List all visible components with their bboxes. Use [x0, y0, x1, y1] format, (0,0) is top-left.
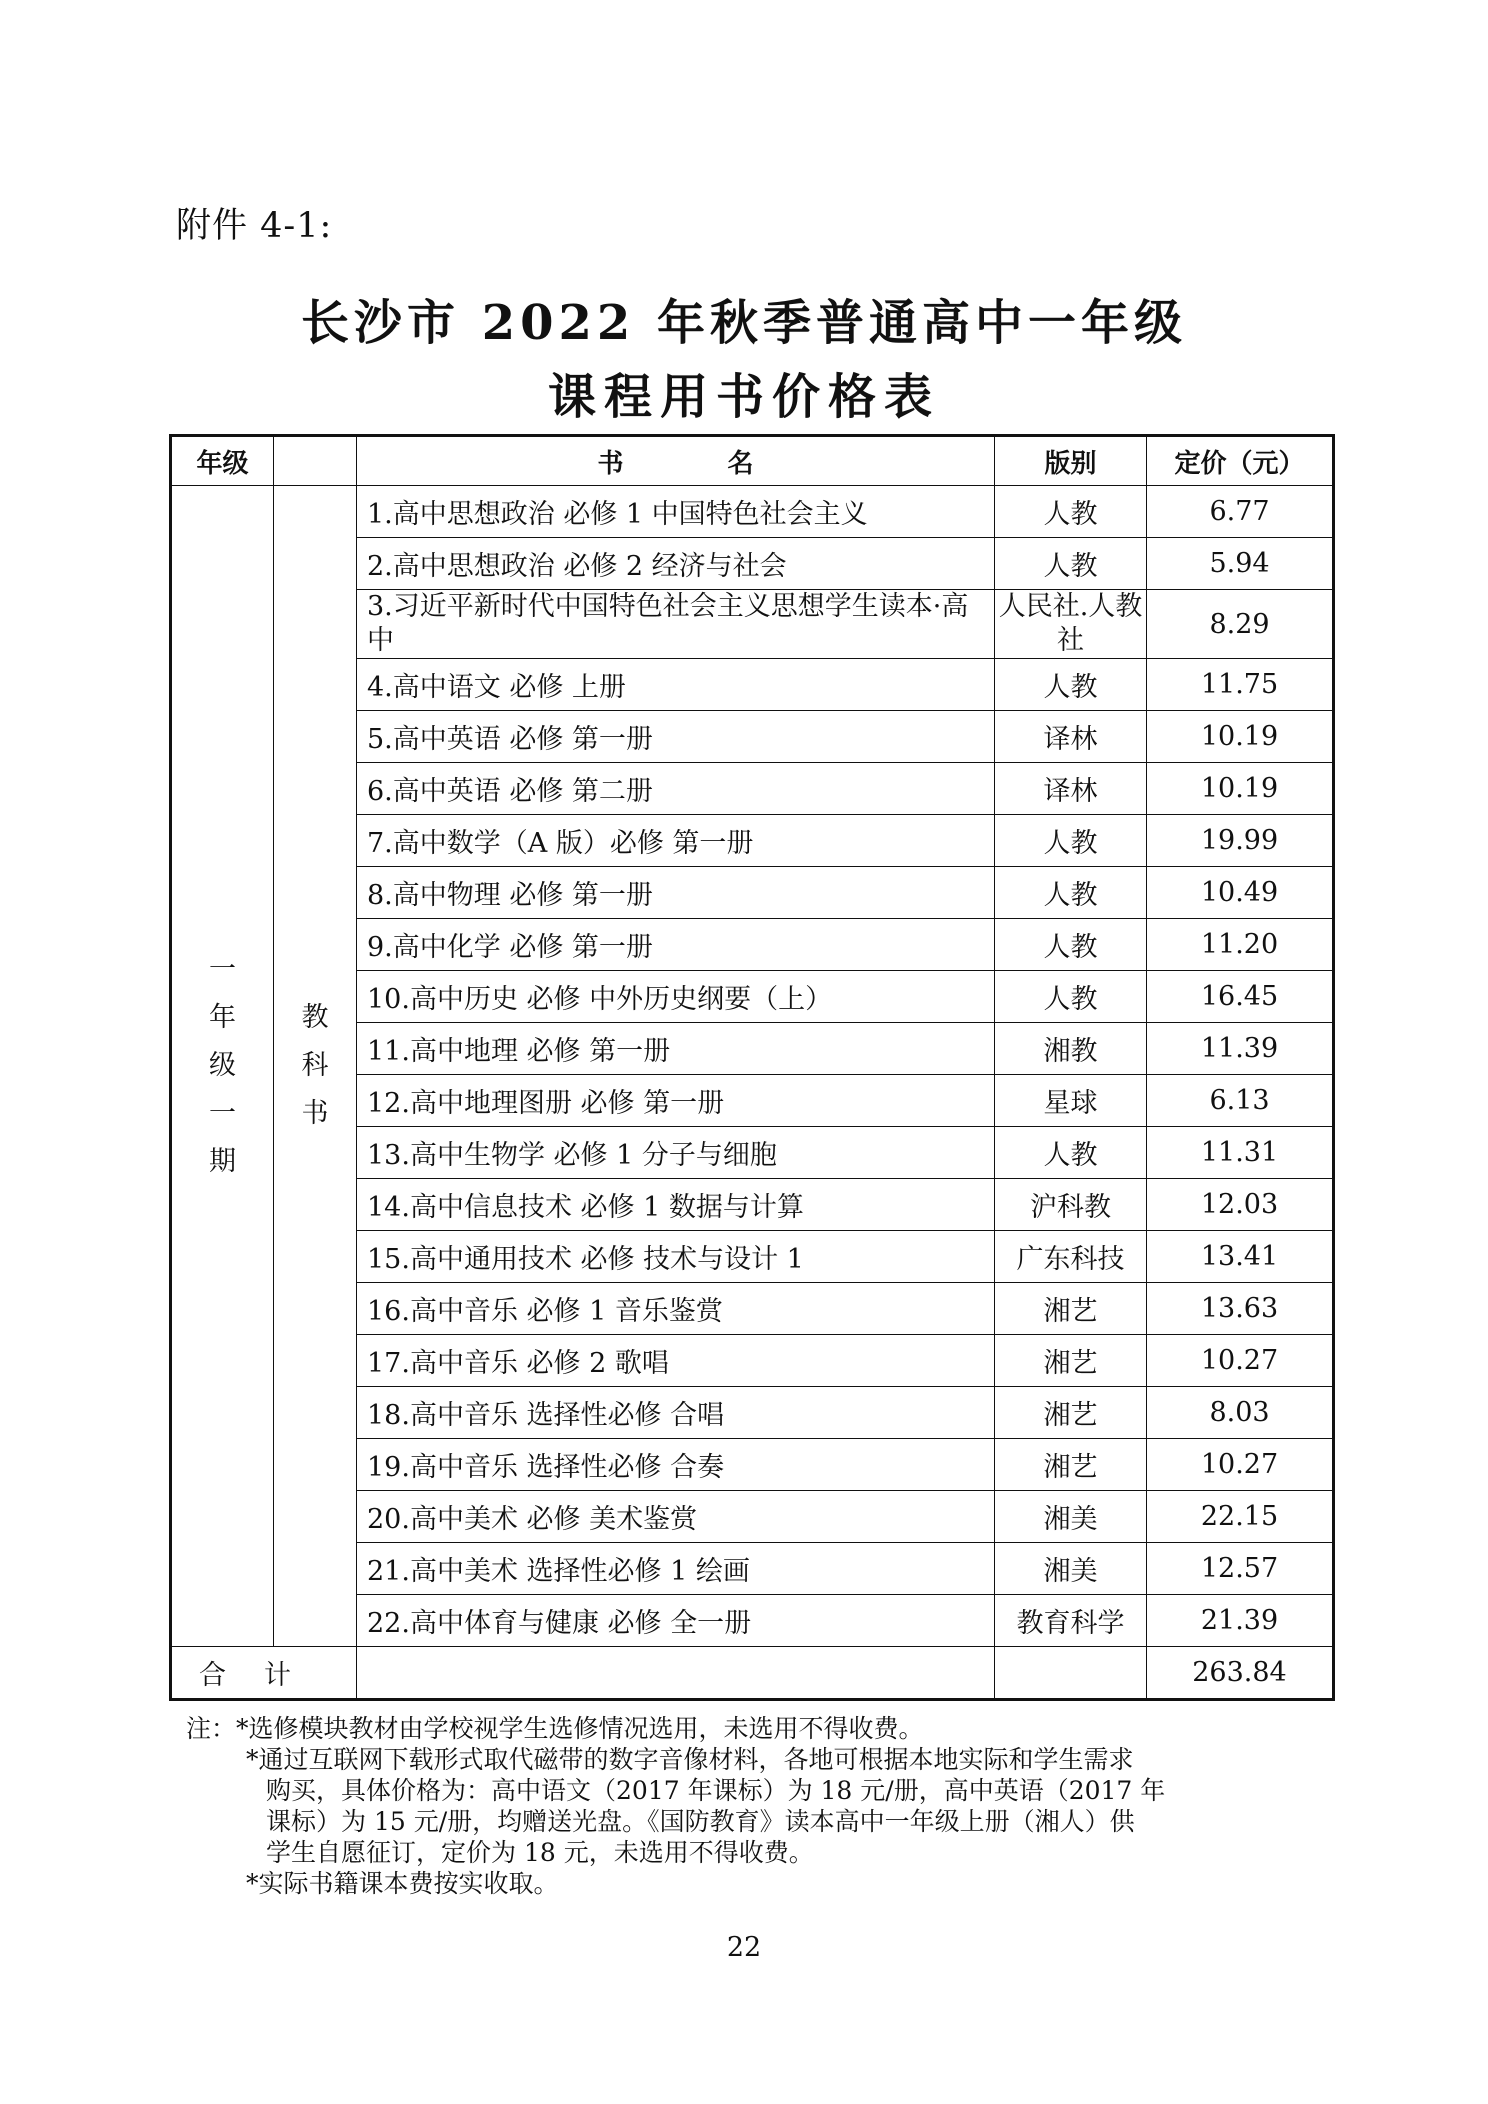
book-name-cell: 1.高中思想政治 必修 1 中国特色社会主义: [357, 486, 995, 538]
note-line: 学生自愿征订，定价为 18 元，未选用不得收费。: [266, 1838, 814, 1867]
book-name-cell: 7.高中数学（A 版）必修 第一册: [357, 815, 995, 867]
price-cell: 5.94: [1147, 538, 1334, 590]
book-name-cell: 15.高中通用技术 必修 技术与设计 1: [357, 1231, 995, 1283]
book-name-cell: 5.高中英语 必修 第一册: [357, 711, 995, 763]
publisher-cell: 沪科教: [995, 1179, 1147, 1231]
price-cell: 13.63: [1147, 1283, 1334, 1335]
book-name-cell: 8.高中物理 必修 第一册: [357, 867, 995, 919]
price-cell: 11.75: [1147, 659, 1334, 711]
book-name-cell: 4.高中语文 必修 上册: [357, 659, 995, 711]
book-name-cell: 11.高中地理 必修 第一册: [357, 1023, 995, 1075]
total-label: 合计: [171, 1647, 357, 1700]
document-title-line-1: 长沙市 2022 年秋季普通高中一年级: [300, 295, 1188, 351]
total-price: 263.84: [1147, 1647, 1334, 1700]
price-cell: 10.27: [1147, 1439, 1334, 1491]
book-name-cell: 18.高中音乐 选择性必修 合唱: [357, 1387, 995, 1439]
note-line: *通过互联网下载形式取代磁带的数字音像材料，各地可根据本地实际和学生需求: [246, 1745, 1134, 1774]
document-title-line-2: 课程用书价格表: [547, 369, 940, 425]
type-char: 书: [301, 1098, 329, 1129]
publisher-cell: 人教: [995, 971, 1147, 1023]
price-cell: 19.99: [1147, 815, 1334, 867]
book-name-cell: 10.高中历史 必修 中外历史纲要（上）: [357, 971, 995, 1023]
publisher-cell: 人民社.人教社: [995, 590, 1147, 659]
total-row: [171, 1647, 1334, 1700]
grade-char: 期: [209, 1146, 236, 1177]
publisher-cell: 人教: [995, 867, 1147, 919]
price-cell: 8.03: [1147, 1387, 1334, 1439]
type-char: 教: [301, 1002, 329, 1033]
grade-cell: [171, 486, 274, 1647]
price-cell: 12.03: [1147, 1179, 1334, 1231]
publisher-cell: 湘美: [995, 1491, 1147, 1543]
book-name-cell: 19.高中音乐 选择性必修 合奏: [357, 1439, 995, 1491]
price-cell: 22.15: [1147, 1491, 1334, 1543]
price-cell: 10.49: [1147, 867, 1334, 919]
price-cell: 11.39: [1147, 1023, 1334, 1075]
price-cell: 11.31: [1147, 1127, 1334, 1179]
publisher-cell: 人教: [995, 659, 1147, 711]
book-name-cell: 20.高中美术 必修 美术鉴赏: [357, 1491, 995, 1543]
book-name-cell: 16.高中音乐 必修 1 音乐鉴赏: [357, 1283, 995, 1335]
book-name-cell: 2.高中思想政治 必修 2 经济与社会: [357, 538, 995, 590]
note-line: 注：*选修模块教材由学校视学生选修情况选用，未选用不得收费。: [186, 1714, 924, 1743]
header-book-name: 书 名: [357, 436, 995, 486]
publisher-cell: 湘艺: [995, 1387, 1147, 1439]
publisher-cell: 星球: [995, 1075, 1147, 1127]
attachment-label: 附件 4-1:: [176, 206, 333, 246]
book-name-cell: 22.高中体育与健康 必修 全一册: [357, 1595, 995, 1647]
grade-char: 一: [209, 954, 236, 985]
publisher-cell: 人教: [995, 1127, 1147, 1179]
book-name-cell: 21.高中美术 选择性必修 1 绘画: [357, 1543, 995, 1595]
header-grade: 年级: [171, 436, 274, 486]
table-row: [171, 486, 1334, 538]
header-publisher: 版别: [995, 436, 1147, 486]
table-header-row: [171, 436, 1334, 486]
price-cell: 12.57: [1147, 1543, 1334, 1595]
grade-char: 级: [209, 1050, 236, 1081]
price-cell: 6.77: [1147, 486, 1334, 538]
book-name-cell: 12.高中地理图册 必修 第一册: [357, 1075, 995, 1127]
publisher-cell: 湘教: [995, 1023, 1147, 1075]
price-cell: 13.41: [1147, 1231, 1334, 1283]
price-cell: 10.19: [1147, 763, 1334, 815]
notes: [186, 1713, 1316, 1899]
total-empty-cell: [357, 1647, 995, 1700]
publisher-cell: 译林: [995, 763, 1147, 815]
publisher-cell: 湘艺: [995, 1335, 1147, 1387]
price-cell: 8.29: [1147, 590, 1334, 659]
price-cell: 16.45: [1147, 971, 1334, 1023]
price-cell: 10.27: [1147, 1335, 1334, 1387]
publisher-cell: 人教: [995, 486, 1147, 538]
note-line: 购买，具体价格为：高中语文（2017 年课标）为 18 元/册，高中英语（2017 年: [266, 1776, 1166, 1805]
book-name-cell: 3.习近平新时代中国特色社会主义思想学生读本·高中: [357, 590, 995, 659]
publisher-cell: 湘美: [995, 1543, 1147, 1595]
publisher-cell: 译林: [995, 711, 1147, 763]
header-price: 定价（元）: [1147, 436, 1334, 486]
price-cell: 11.20: [1147, 919, 1334, 971]
price-cell: 6.13: [1147, 1075, 1334, 1127]
price-cell: 10.19: [1147, 711, 1334, 763]
publisher-cell: 人教: [995, 815, 1147, 867]
book-name-cell: 14.高中信息技术 必修 1 数据与计算: [357, 1179, 995, 1231]
publisher-cell: 湘艺: [995, 1283, 1147, 1335]
note-line: 课标）为 15 元/册，均赠送光盘。《国防教育》读本高中一年级上册（湘人）供: [266, 1807, 1135, 1836]
publisher-cell: 人教: [995, 538, 1147, 590]
publisher-cell: 广东科技: [995, 1231, 1147, 1283]
page-number: 22: [726, 1932, 762, 1963]
grade-char: 年: [209, 1002, 236, 1033]
price-table: [169, 434, 1335, 1701]
book-name-cell: 6.高中英语 必修 第二册: [357, 763, 995, 815]
book-name-cell: 17.高中音乐 必修 2 歌唱: [357, 1335, 995, 1387]
publisher-cell: 教育科学: [995, 1595, 1147, 1647]
type-char: 科: [301, 1050, 329, 1081]
publisher-cell: 湘艺: [995, 1439, 1147, 1491]
book-name-cell: 9.高中化学 必修 第一册: [357, 919, 995, 971]
header-blank: [274, 436, 357, 486]
grade-char: 一: [209, 1098, 236, 1129]
book-name-cell: 13.高中生物学 必修 1 分子与细胞: [357, 1127, 995, 1179]
publisher-cell: 人教: [995, 919, 1147, 971]
price-cell: 21.39: [1147, 1595, 1334, 1647]
type-cell: [274, 486, 357, 1647]
total-empty-cell: [995, 1647, 1147, 1700]
note-line: *实际书籍课本费按实收取。: [246, 1869, 559, 1898]
